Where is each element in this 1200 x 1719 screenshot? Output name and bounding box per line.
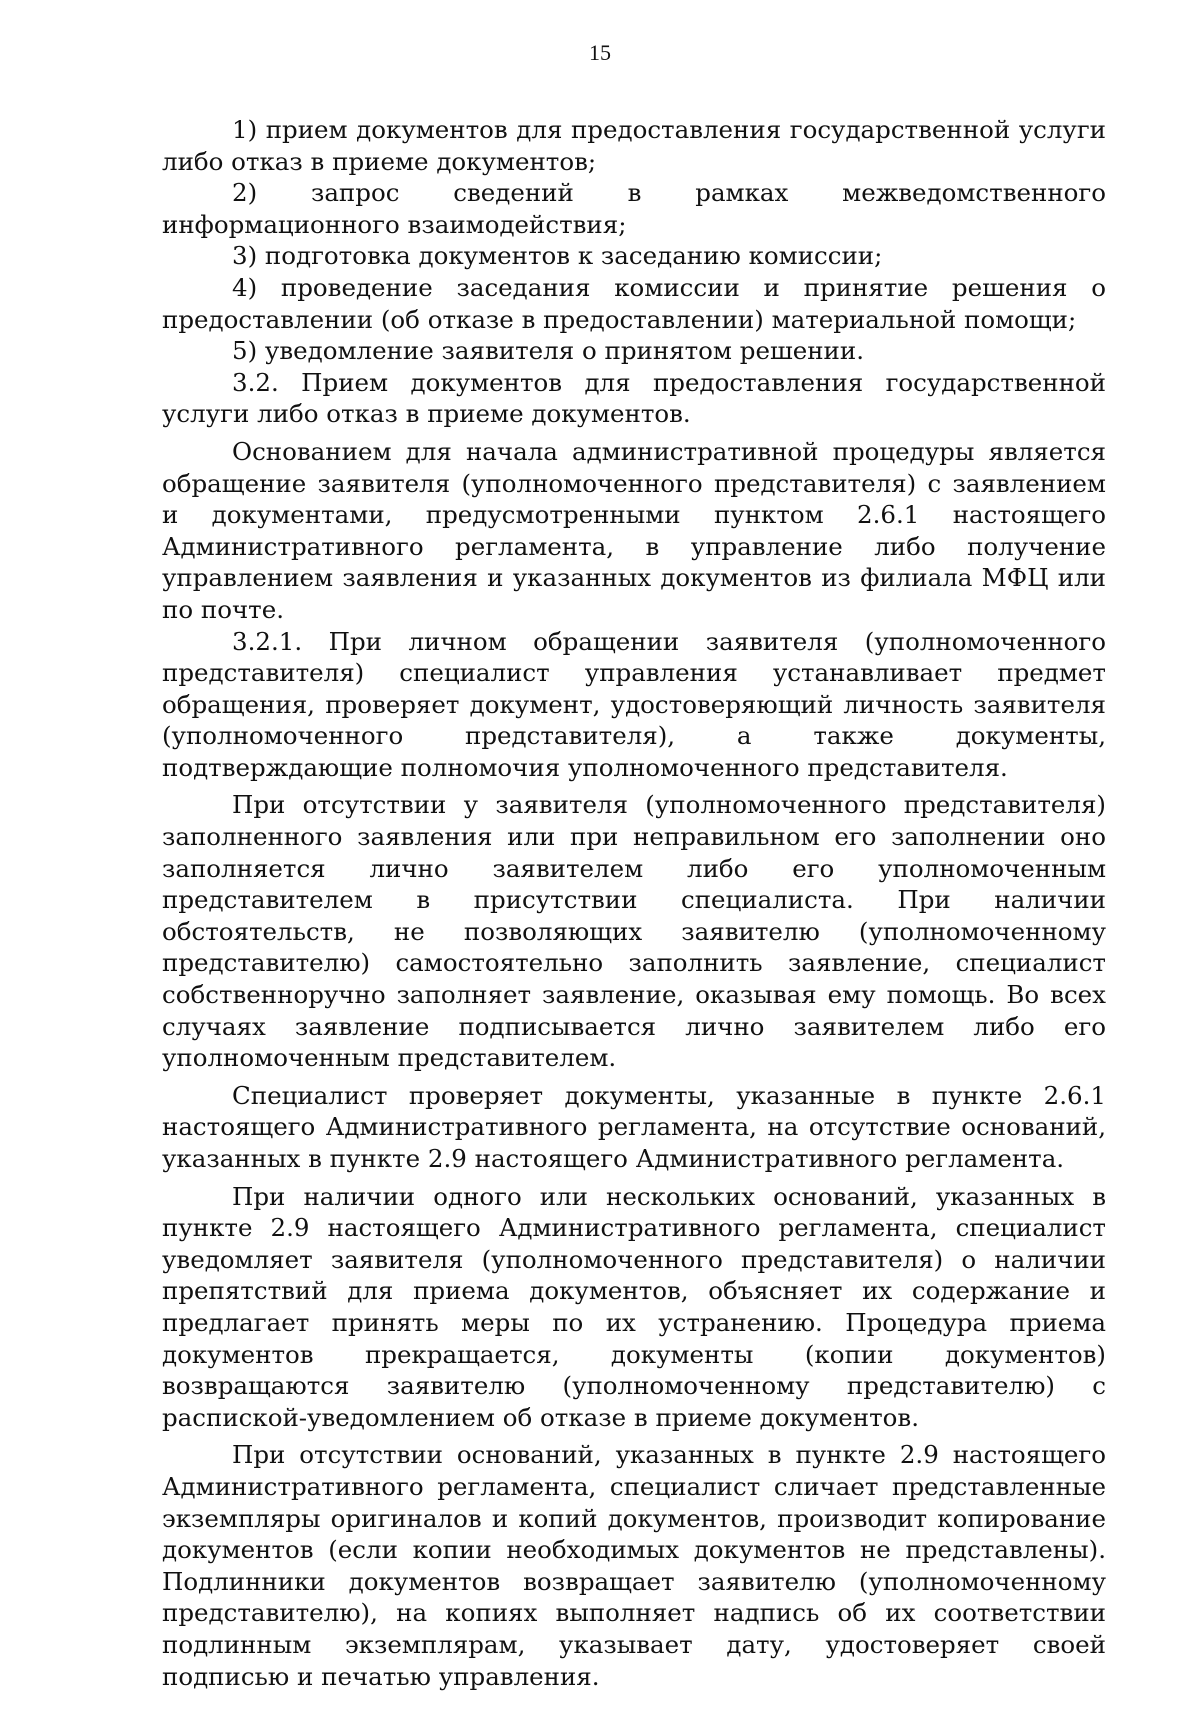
- paragraph-3-2-1: 3.2.1. При личном обращении заявителя (уполномоченного представителя) специалист управления устанавливает предмет обращения, проверяет документ, удостоверяющий личность заявителя (уполномоченного представителя), а также документы, подтверждающие полномочия уполномоченного представителя.: [162, 626, 1106, 782]
- list-item-1: 1) прием документов для предоставления государственной услуги либо отказ в приеме документов;: [162, 115, 1106, 176]
- paragraph-refusal-grounds: При наличии одного или нескольких оснований, указанных в пункте 2.9 настоящего Административного регламента, специалист уведомляет заявителя (уполномоченного представителя) о наличии препятствий для приема документов, объясняет их содержание и предлагает принять меры по их устранению. Процедура приема документов прекращается, документы (копии документов) возвращаются заявителю (уполномоченному представителю) с распиской-уведомлением об отказе в приеме документов.: [162, 1181, 1106, 1432]
- list-item-3: 3) подготовка документов к заседанию комиссии;: [232, 241, 883, 271]
- paragraph-application-filling: При отсутствии у заявителя (уполномоченного представителя) заполненного заявления или при неправильном его заполнении оно заполняется лично заявителем либо его уполномоченным представителем в присутствии специалиста. При наличии обстоятельств, не позволяющих заявителю (уполномоченному представителю) самостоятельно заполнить заявление, специалист собственноручно заполняет заявление, оказывая ему помощь. Во всех случаях заявление подписывается лично заявителем либо его уполномоченным представителем.: [162, 790, 1106, 1073]
- page-number: 15: [589, 40, 611, 65]
- list-item-4: 4) проведение заседания комиссии и принятие решения о предоставлении (об отказе в предоставлении) материальной помощи;: [162, 272, 1106, 334]
- paragraph-no-refusal-grounds: При отсутствии оснований, указанных в пункте 2.9 настоящего Административного регламента, специалист сличает представленные экземпляры оригиналов и копий документов, производит копирование документов (если копии необходимых документов не представлены). Подлинники документов возвращает заявителю (уполномоченному представителю), на копиях выполняет надпись об их соответствии подлинным экземплярам, указывает дату, удостоверяет своей подписью и печатью управления.: [162, 1440, 1106, 1691]
- document-body: [162, 114, 1106, 1692]
- paragraph-basis: Основанием для начала административной процедуры является обращение заявителя (уполномоченного представителя) с заявлением и документами, предусмотренными пунктом 2.6.1 настоящего Административного регламента, в управление либо получение управлением заявления и указанных документов из филиала МФЦ или по почте.: [162, 436, 1106, 624]
- list-item-5: 5) уведомление заявителя о принятом решении.: [232, 336, 864, 366]
- paragraph-document-check: Специалист проверяет документы, указанные в пункте 2.6.1 настоящего Административного регламента, на отсутствие оснований, указанных в пункте 2.9 настоящего Административного регламента.: [162, 1080, 1106, 1173]
- section-heading-3-2: 3.2. Прием документов для предоставления государственной услуги либо отказ в приеме документов.: [162, 367, 1106, 429]
- list-item-2: 2) запрос сведений в рамках межведомственного информационного взаимодействия;: [162, 178, 1106, 239]
